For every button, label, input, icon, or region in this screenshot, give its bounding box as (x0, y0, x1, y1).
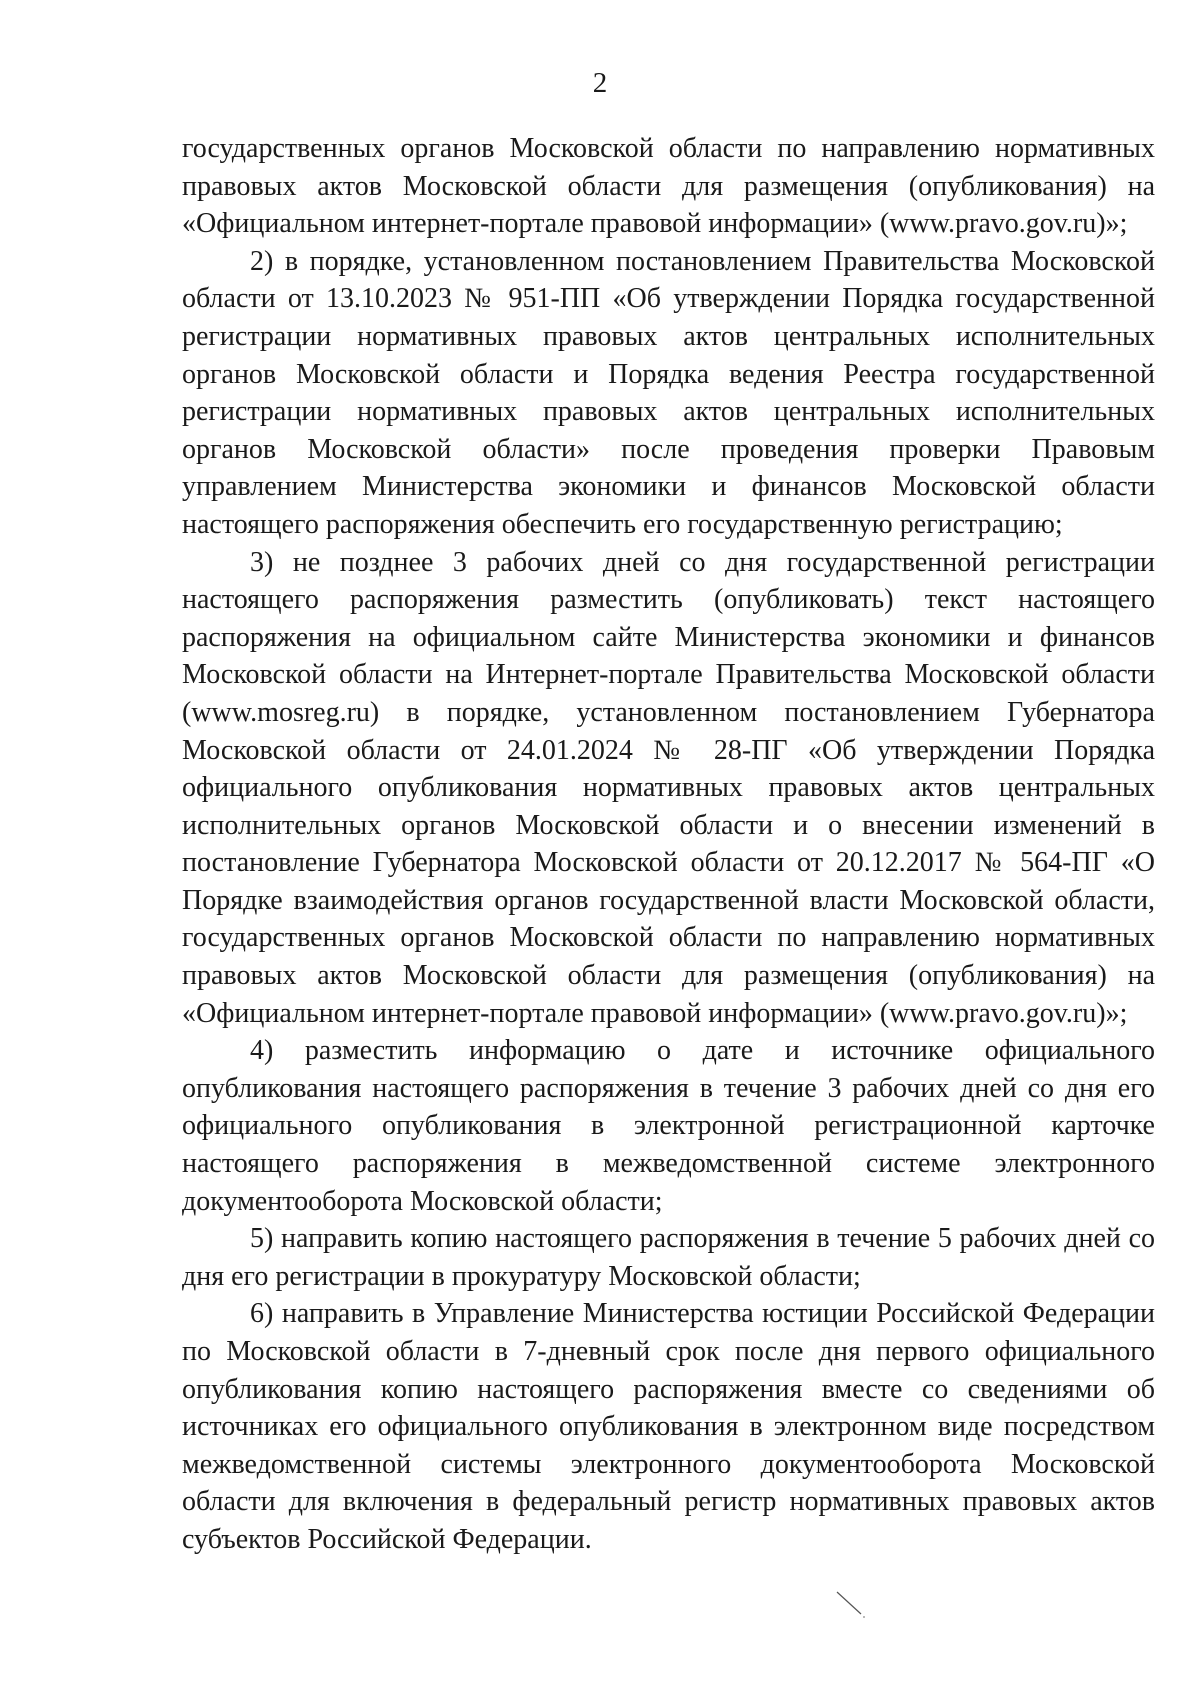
stray-pen-mark (835, 1590, 871, 1620)
paragraph-item-4: 4) разместить информацию о дате и источнике официального опубликования настоящего распоряжения в течение 3 рабочих дней со дня его официального опубликования в электронной регистрационной карточке настоящего распоряжения в межведомственной системе электронного документооборота Московской области; (182, 1035, 1155, 1217)
paragraph-item-6: 6) направить в Управление Министерства юстиции Российской Федерации по Московской области в 7-дневный срок после дня первого официального опубликования копию настоящего распоряжения вместе со сведениями об источниках его официального опубликования в электронном виде посредством межведомственной системы электронного документооборота Московской области для включения в федеральный регистр нормативных правовых актов субъектов Российской Федерации. (182, 1298, 1155, 1555)
paragraph-item-2: 2) в порядке, установленном постановлением Правительства Московской области от 13.10.2023 № 951-ПП «Об утверждении Порядка государственной регистрации нормативных правовых актов центральных исполнительных органов Московской области и Порядка ведения Реестра государственной регистрации нормативных правовых актов центральных исполнительных органов Московской области» после проведения проверки Правовым управлением Министерства экономики и финансов Московской области настоящего распоряжения обеспечить его государственную регистрацию; (182, 245, 1155, 540)
paragraph-item-3: 3) не позднее 3 рабочих дней со дня государственной регистрации настоящего распоряжения разместить (опубликовать) текст настоящего распоряжения на официальном сайте Министерства экономики и финансов Московской области на Интернет-портале Правительства Московской области (www.mosreg.ru) в порядке, установленном постановлением Губернатора Московской области от 24.01.2024 № 28-ПГ «Об утверждении Порядка официального опубликования нормативных правовых актов центральных исполнительных органов Московской области и о внесении изменений в постановление Губернатора Московской области от 20.12.2017 № 564-ПГ «О Порядке взаимодействия органов государственной власти Московской области, государственных органов Московской области по направлению нормативных правовых актов Московской области для размещения (опубликования) на «Официальном интернет-портале правовой информации» (www.pravo.gov.ru)»; (182, 546, 1155, 1029)
paragraph-item-5: 5) направить копию настоящего распоряжения в течение 5 рабочих дней со дня его регистрации в прокуратуру Московской области; (182, 1223, 1155, 1292)
document-body (182, 130, 1155, 1559)
paragraph-continuation: государственных органов Московской области по направлению нормативных правовых актов Московской области для размещения (опубликования) на «Официальном интернет-портале правовой информации» (www.pravo.gov.ru)»; (182, 133, 1155, 240)
page-number: 2 (592, 67, 608, 99)
